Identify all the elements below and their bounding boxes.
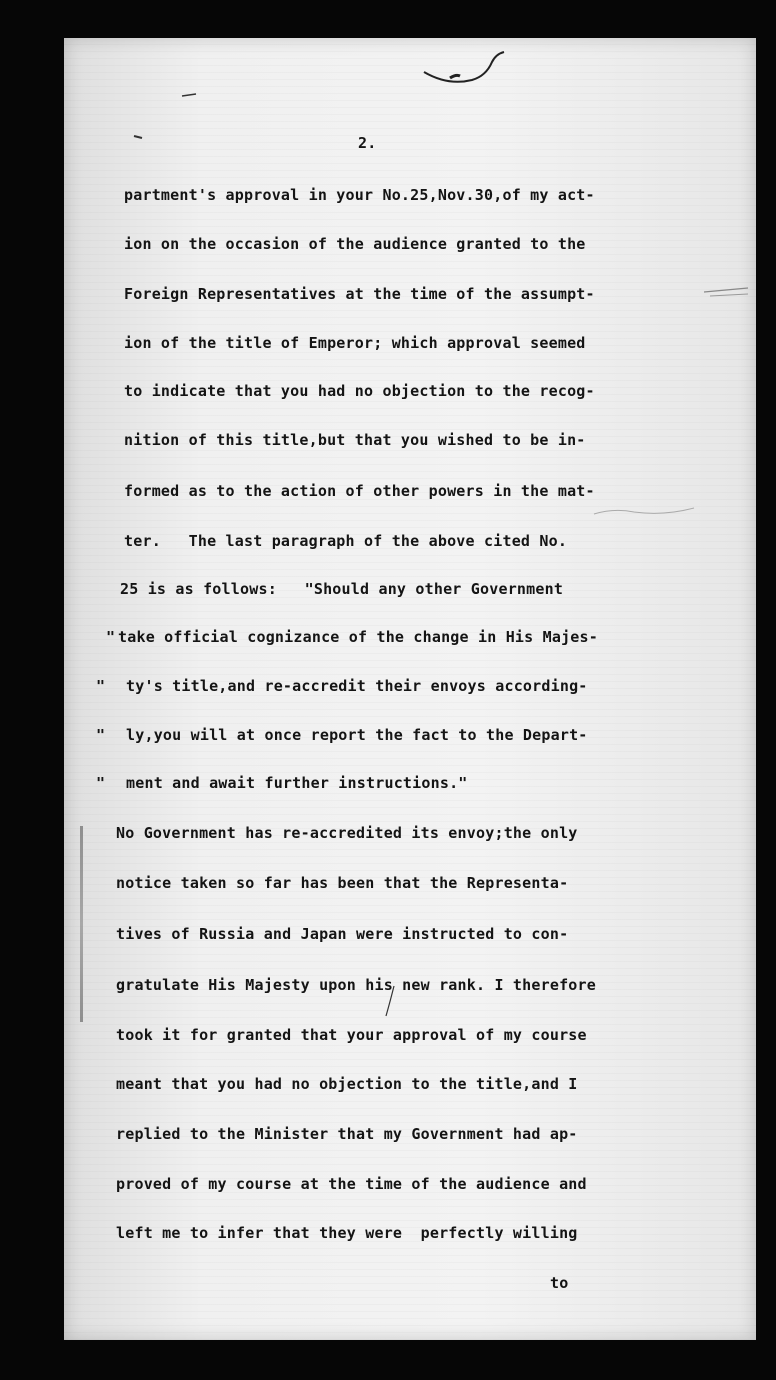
text-line: nition of this title,but that you wished to be in-	[124, 431, 586, 449]
text-line: to indicate that you had no objection to the recog-	[124, 382, 595, 400]
text-line: ly,you will at once report the fact to the Depart-	[126, 726, 588, 744]
text-line: ment and await further instructions."	[126, 774, 468, 792]
text-line: ty's title,and re-accredit their envoys according-	[126, 677, 588, 695]
text-line: notice taken so far has been that the Representa-	[116, 874, 569, 892]
document-page	[64, 38, 756, 1340]
text-line: took it for granted that your approval of my course	[116, 1026, 587, 1044]
text-line: partment's approval in your No.25,Nov.30,of my act-	[124, 186, 595, 204]
text-line: ter. The last paragraph of the above cited No.	[124, 532, 568, 550]
text-line: meant that you had no objection to the title,and I	[116, 1075, 578, 1093]
text-line: left me to infer that they were perfectly willing	[116, 1224, 578, 1242]
margin-marker	[80, 826, 83, 1022]
quote-mark: "	[96, 726, 106, 744]
text-line: ion of the title of Emperor; which approval seemed	[124, 334, 586, 352]
page-number: 2.	[358, 134, 377, 152]
text-line: 25 is as follows: "Should any other Government	[120, 580, 564, 598]
text-line: gratulate His Majesty upon his new rank. I therefore	[116, 976, 596, 994]
text-line: ion on the occasion of the audience granted to the	[124, 235, 586, 253]
text-line: No Government has re-accredited its envoy;the only	[116, 824, 578, 842]
catchword: to	[550, 1274, 569, 1292]
text-line: tives of Russia and Japan were instructed to con-	[116, 925, 569, 943]
text-line: take official cognizance of the change in His Majes-	[118, 628, 598, 646]
text-line: Foreign Representatives at the time of the assumpt-	[124, 285, 595, 303]
text-line: replied to the Minister that my Government had ap-	[116, 1125, 578, 1143]
text-line: formed as to the action of other powers in the mat-	[124, 482, 595, 500]
quote-mark: "	[96, 677, 106, 695]
quote-mark: "	[96, 774, 106, 792]
quote-mark: "	[106, 628, 116, 646]
text-line: proved of my course at the time of the audience and	[116, 1175, 587, 1193]
